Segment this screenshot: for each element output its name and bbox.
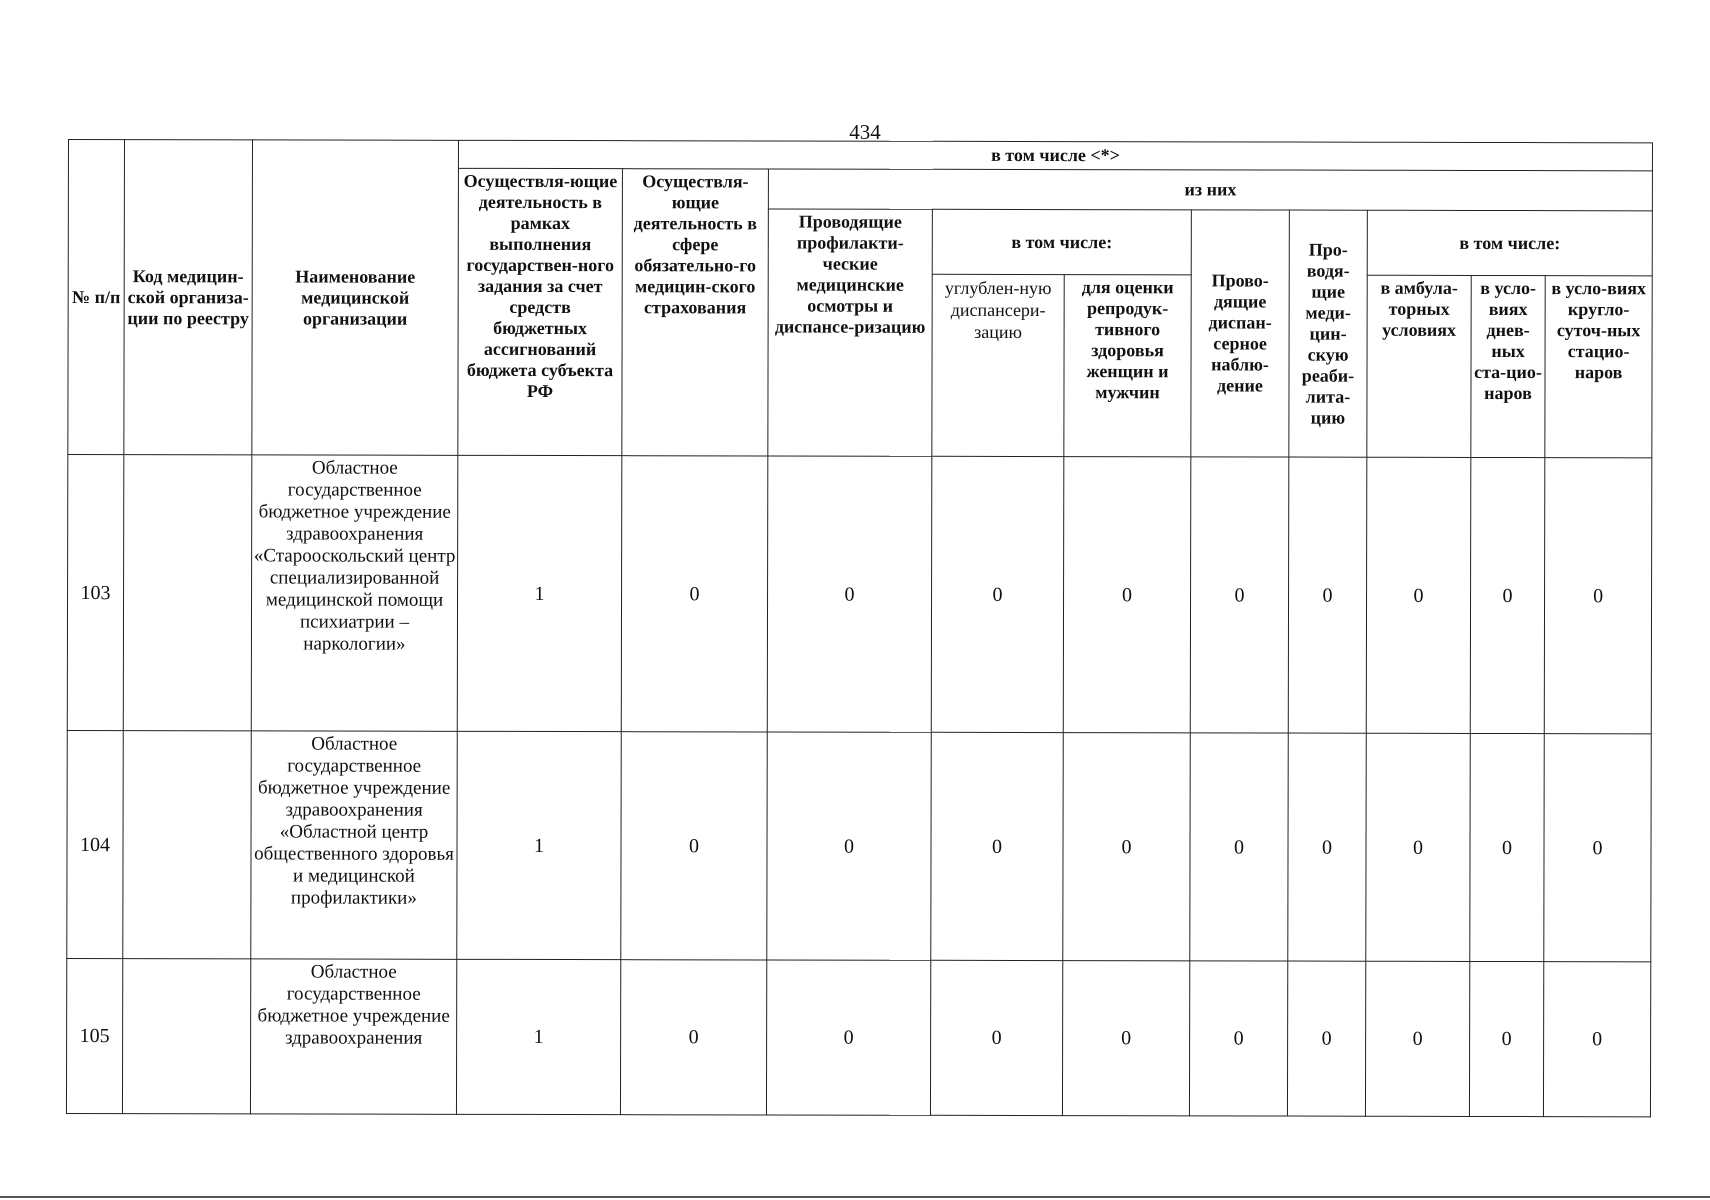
row-number: 105 xyxy=(66,958,122,1113)
header-outpatient: в амбула-торных условиях xyxy=(1367,275,1471,457)
medical-organizations-table xyxy=(66,139,1653,1117)
row-org-code xyxy=(123,455,252,731)
row-value-preventive: 0 xyxy=(766,960,930,1115)
table-row xyxy=(67,730,1652,961)
header-number: № п/п xyxy=(68,140,125,455)
row-value-dispensary: 0 xyxy=(1190,733,1288,961)
row-value-deep-screening: 0 xyxy=(931,732,1063,960)
bottom-scan-edge xyxy=(0,1196,1710,1198)
row-value-round-clock: 0 xyxy=(1543,962,1650,1117)
header-group-including: в том числе <*> xyxy=(458,140,1652,171)
row-value-preventive: 0 xyxy=(767,732,931,960)
header-group-of-them: из них xyxy=(768,169,1652,211)
table-row xyxy=(66,958,1650,1116)
row-value-dispensary: 0 xyxy=(1189,961,1287,1116)
row-value-preventive: 0 xyxy=(767,456,932,732)
row-value-rehabilitation: 0 xyxy=(1287,961,1365,1116)
row-org-name: Областное государственное бюджетное учреждение здравоохранения xyxy=(250,959,456,1114)
row-value-outpatient: 0 xyxy=(1365,961,1469,1116)
row-value-outpatient: 0 xyxy=(1366,733,1470,961)
row-value-budget: 1 xyxy=(457,731,621,959)
row-org-code xyxy=(122,959,250,1114)
table-row xyxy=(67,455,1652,734)
row-value-deep-screening: 0 xyxy=(931,456,1064,732)
row-org-name: Областное государственное бюджетное учреждение здравоохранения «Областной центр общественного здоровья и медицинской профилактики» xyxy=(251,731,457,959)
header-oms-activity: Осуществля-ющие деятельность в сфере обязательно-го медицин-ского страхования xyxy=(622,169,769,456)
row-value-day-hospital: 0 xyxy=(1470,733,1544,961)
row-value-deep-screening: 0 xyxy=(930,960,1062,1115)
header-rehabilitation: Про-водя-щие меди-цин-скую реаби-лита-цию xyxy=(1289,210,1368,457)
header-budget-funding: Осуществля-ющие деятельность в рамках выполнения государствен-ного задания за счет средств бюджетных ассигнований бюджета субъекта РФ xyxy=(458,168,623,455)
row-org-name: Областное государственное бюджетное учреждение здравоохранения «Старооскольский центр специализированной медицинской помощи психиатрии – наркологии» xyxy=(251,455,458,731)
row-value-day-hospital: 0 xyxy=(1469,961,1543,1116)
row-value-reproductive: 0 xyxy=(1063,733,1190,961)
row-value-oms: 0 xyxy=(621,732,767,960)
row-value-budget: 1 xyxy=(457,455,622,731)
row-value-day-hospital: 0 xyxy=(1470,457,1545,733)
header-group-including-rehab: в том числе: xyxy=(1367,210,1652,276)
row-number: 103 xyxy=(67,455,124,731)
row-value-dispensary: 0 xyxy=(1190,457,1289,733)
page-number: 434 xyxy=(849,120,881,144)
header-org-name: Наименование медицинской организации xyxy=(252,140,459,455)
header-reproductive-health: для оценки репродук-тивного здоровья женщин и мужчин xyxy=(1064,275,1191,457)
header-dispensary-observation: Прово-дящие диспан-серное наблю-дение xyxy=(1191,210,1290,457)
header-deep-screening: углублен-ную диспансери-зацию xyxy=(932,274,1064,456)
header-round-clock-hospital: в усло-виях кругло-суточ-ных стацио-наров xyxy=(1545,276,1652,458)
row-value-reproductive: 0 xyxy=(1062,961,1189,1116)
row-value-reproductive: 0 xyxy=(1063,457,1191,733)
row-value-round-clock: 0 xyxy=(1544,458,1652,734)
header-preventive-exams: Проводящие профилакти-ческие медицинские осмотры и диспансе-ризацию xyxy=(768,209,933,456)
row-value-rehabilitation: 0 xyxy=(1288,733,1366,961)
header-group-including-exams: в том числе: xyxy=(932,209,1191,275)
row-value-outpatient: 0 xyxy=(1366,457,1471,733)
row-number: 104 xyxy=(67,730,123,958)
row-value-oms: 0 xyxy=(620,960,766,1115)
header-day-hospital: в усло-виях днев-ных ста-цио-наров xyxy=(1471,275,1545,457)
row-org-code xyxy=(123,731,251,959)
row-value-round-clock: 0 xyxy=(1544,734,1652,962)
row-value-rehabilitation: 0 xyxy=(1288,457,1367,733)
row-value-oms: 0 xyxy=(621,456,768,732)
header-org-code: Код медицин-ской организа-ции по реестру xyxy=(124,140,253,455)
row-value-budget: 1 xyxy=(456,959,620,1114)
